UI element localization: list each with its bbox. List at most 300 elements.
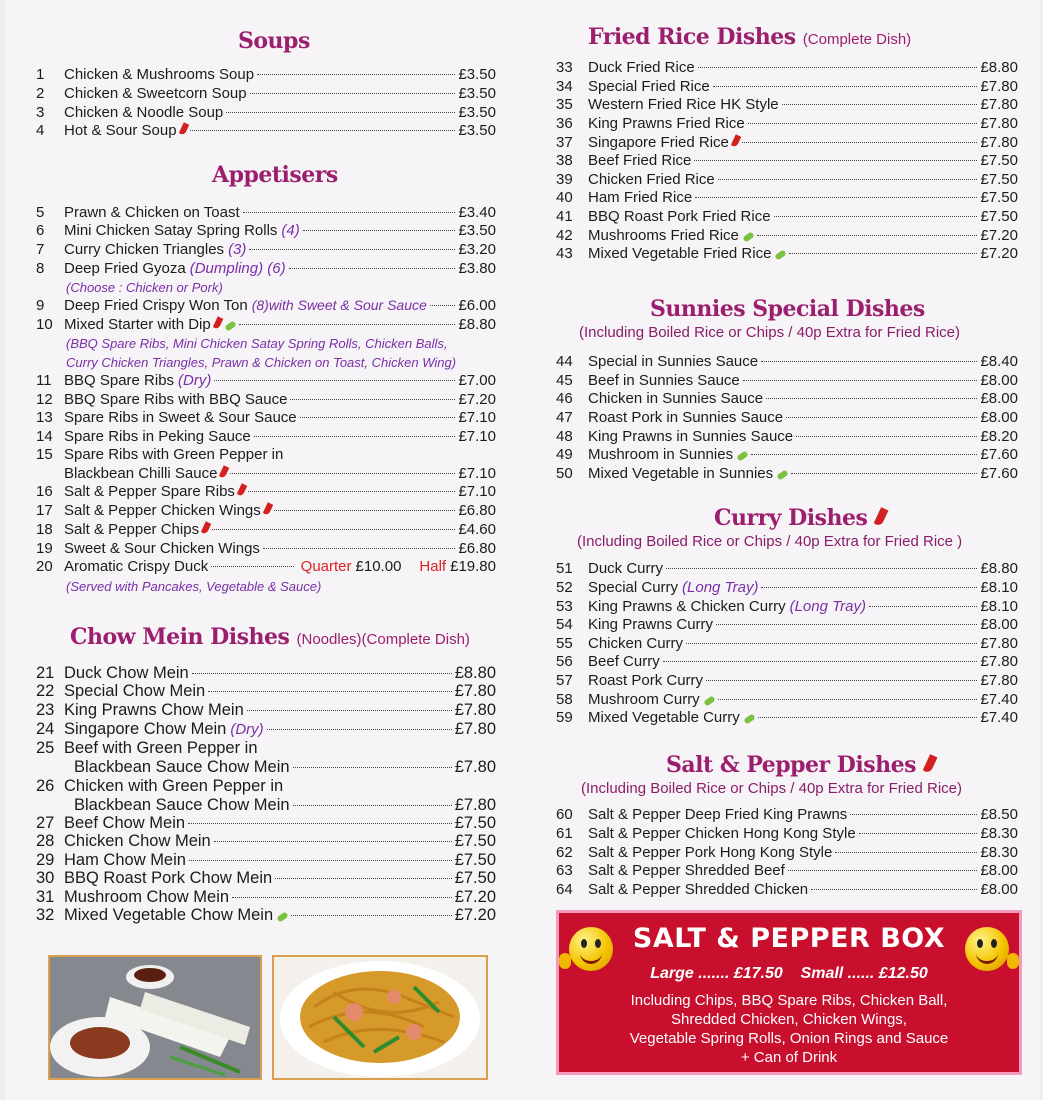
menu-item bbox=[556, 409, 1018, 427]
item-name: Spare Ribs with Green Pepper in bbox=[64, 446, 284, 463]
item-number: 22 bbox=[36, 682, 55, 700]
item-price: £7.50 bbox=[980, 171, 1018, 188]
item-price: £8.00 bbox=[980, 372, 1018, 389]
dot-leader bbox=[706, 680, 977, 681]
item-price: £8.50 bbox=[980, 806, 1018, 823]
menu-item bbox=[556, 560, 1018, 578]
item-extra: (Dumpling) (6) bbox=[189, 260, 286, 277]
item-number: 47 bbox=[556, 409, 573, 426]
dot-leader bbox=[774, 216, 978, 217]
item-number: 41 bbox=[556, 208, 573, 225]
dot-leader bbox=[694, 160, 977, 161]
vegetarian-icon bbox=[742, 231, 754, 242]
item-name: Mushroom Chow Mein bbox=[64, 888, 230, 906]
menu-item bbox=[36, 758, 496, 776]
item-number: 57 bbox=[556, 672, 573, 689]
dot-leader bbox=[782, 104, 978, 105]
item-name: Duck Curry bbox=[588, 560, 664, 577]
menu-item bbox=[36, 682, 496, 700]
item-price: £7.10 bbox=[458, 409, 496, 426]
item-name: Beef Fried Rice bbox=[588, 152, 692, 169]
item-name: King Prawns Chow Mein bbox=[64, 701, 244, 719]
dot-leader bbox=[263, 548, 456, 549]
item-name: Chicken Chow Mein bbox=[64, 832, 211, 850]
menu-item bbox=[36, 558, 496, 576]
item-number: 50 bbox=[556, 465, 573, 482]
item-number: 37 bbox=[556, 134, 573, 151]
dot-leader bbox=[698, 67, 978, 68]
item-name: Beef Curry bbox=[588, 653, 660, 670]
item-price: £3.50 bbox=[458, 222, 496, 239]
item-number: 1 bbox=[36, 66, 45, 83]
dot-leader bbox=[788, 870, 978, 871]
item-price: £7.50 bbox=[980, 152, 1018, 169]
dot-leader bbox=[430, 305, 456, 306]
item-name: Beef in Sunnies Sauce bbox=[588, 372, 740, 389]
item-price: £8.30 bbox=[980, 844, 1018, 861]
item-name: Mushroom Curry bbox=[588, 691, 700, 708]
item-number: 14 bbox=[36, 428, 53, 445]
item-name: Duck Chow Mein bbox=[64, 664, 189, 682]
menu-item bbox=[556, 844, 1018, 862]
menu-item bbox=[36, 316, 496, 334]
mixed-starter-note-1: (BBQ Spare Ribs, Mini Chicken Satay Spring Rolls, Chicken Balls, bbox=[66, 336, 448, 351]
item-name: Salt & Pepper Deep Fried King Prawns bbox=[588, 806, 848, 823]
item-name: Spare Ribs in Peking Sauce bbox=[64, 428, 251, 445]
item-name: Mushrooms Fried Rice bbox=[588, 227, 739, 244]
item-number: 4 bbox=[36, 122, 45, 139]
dot-leader bbox=[716, 624, 977, 625]
item-name: Aromatic Crispy Duck bbox=[64, 558, 209, 575]
menu-item bbox=[556, 806, 1018, 824]
menu-item bbox=[556, 134, 1018, 152]
item-price: £7.40 bbox=[980, 691, 1018, 708]
item-number: 49 bbox=[556, 446, 573, 463]
dot-leader bbox=[188, 823, 452, 824]
item-name-continued: Blackbean Sauce Chow Mein bbox=[74, 757, 290, 776]
item-price: £8.20 bbox=[980, 428, 1018, 445]
item-number: 56 bbox=[556, 653, 573, 670]
dot-leader bbox=[695, 197, 977, 198]
item-price: £7.20 bbox=[458, 391, 496, 408]
item-price: £7.80 bbox=[454, 720, 496, 738]
item-number: 18 bbox=[36, 521, 53, 538]
dot-leader bbox=[663, 661, 978, 662]
item-name-continued: Blackbean Sauce Chow Mein bbox=[74, 795, 290, 814]
item-name: Chicken Fried Rice bbox=[588, 171, 715, 188]
item-number: 31 bbox=[36, 888, 55, 906]
item-name: Chicken in Sunnies Sauce bbox=[588, 390, 764, 407]
item-name: Duck Fried Rice bbox=[588, 59, 695, 76]
item-name: Special Curry bbox=[588, 579, 679, 596]
item-number: 53 bbox=[556, 598, 573, 615]
menu-item bbox=[36, 465, 496, 483]
item-name: Salt & Pepper Chicken Hong Kong Style bbox=[588, 825, 856, 842]
item-price: £8.30 bbox=[980, 825, 1018, 842]
item-number: 48 bbox=[556, 428, 573, 445]
dot-leader bbox=[758, 717, 978, 718]
item-price: £7.80 bbox=[980, 134, 1018, 151]
dot-leader bbox=[208, 691, 451, 692]
item-price: £3.50 bbox=[458, 66, 496, 83]
chili-icon bbox=[237, 483, 248, 496]
item-price: £7.20 bbox=[980, 245, 1018, 262]
menu-item bbox=[36, 720, 496, 738]
item-price: £7.20 bbox=[454, 906, 496, 924]
item-number: 13 bbox=[36, 409, 53, 426]
dot-leader bbox=[243, 212, 456, 213]
chili-icon bbox=[212, 316, 223, 329]
item-name: Roast Pork Curry bbox=[588, 672, 704, 689]
menu-item bbox=[36, 906, 496, 924]
chili-icon bbox=[263, 502, 274, 515]
menu-item bbox=[36, 664, 496, 682]
item-name: Mixed Vegetable in Sunnies bbox=[588, 465, 774, 482]
chowmein-heading: Chow Mein Dishes (Noodles)(Complete Dish) bbox=[70, 624, 470, 650]
menu-item bbox=[36, 104, 496, 122]
menu-item bbox=[556, 616, 1018, 634]
menu-item-line bbox=[36, 446, 496, 464]
item-price: £3.80 bbox=[458, 260, 496, 277]
vegetarian-icon bbox=[776, 469, 788, 480]
menu-item bbox=[36, 832, 496, 850]
dot-leader bbox=[275, 878, 452, 879]
item-name: BBQ Spare Ribs with BBQ Sauce bbox=[64, 391, 288, 408]
menu-item bbox=[556, 465, 1018, 483]
item-price: £7.80 bbox=[980, 78, 1018, 95]
item-extra: (Dry) bbox=[230, 721, 264, 738]
item-extra: (8)with Sweet & Sour Sauce bbox=[251, 297, 427, 313]
item-name: Spare Ribs in Sweet & Sour Sauce bbox=[64, 409, 297, 426]
item-price: £8.80 bbox=[980, 59, 1018, 76]
item-number: 55 bbox=[556, 635, 573, 652]
menu-item bbox=[36, 428, 496, 446]
item-price: £7.80 bbox=[980, 672, 1018, 689]
item-number: 15 bbox=[36, 446, 53, 463]
item-number: 42 bbox=[556, 227, 573, 244]
item-name: Beef Chow Mein bbox=[64, 814, 186, 832]
chili-icon bbox=[219, 465, 230, 478]
dot-leader bbox=[249, 249, 455, 250]
menu-item bbox=[36, 796, 496, 814]
item-number: 16 bbox=[36, 483, 53, 500]
half-price: £19.80 bbox=[450, 558, 496, 575]
dot-leader bbox=[751, 454, 977, 455]
item-price: £7.50 bbox=[454, 869, 496, 887]
item-price: £7.50 bbox=[454, 851, 496, 869]
dot-leader bbox=[761, 361, 977, 362]
item-name: Chicken & Sweetcorn Soup bbox=[64, 85, 247, 102]
item-number: 61 bbox=[556, 825, 573, 842]
item-number: 64 bbox=[556, 881, 573, 898]
item-price: £8.80 bbox=[454, 664, 496, 682]
item-price: £7.60 bbox=[980, 446, 1018, 463]
item-name: Beef with Green Pepper in bbox=[64, 739, 258, 757]
item-number: 63 bbox=[556, 862, 573, 879]
item-name: Curry Chicken Triangles bbox=[64, 241, 225, 258]
dot-leader bbox=[254, 436, 456, 437]
item-price: £8.10 bbox=[980, 598, 1018, 615]
item-extra: (3) bbox=[228, 241, 247, 258]
soups-heading: Soups bbox=[238, 28, 310, 54]
item-name: Mini Chicken Satay Spring Rolls bbox=[64, 222, 278, 239]
dot-leader bbox=[250, 93, 456, 94]
item-number: 62 bbox=[556, 844, 573, 861]
item-price: £4.60 bbox=[458, 521, 496, 538]
friedrice-heading: Fried Rice Dishes (Complete Dish) bbox=[588, 24, 912, 50]
item-number: 43 bbox=[556, 245, 573, 262]
dot-leader bbox=[291, 915, 452, 916]
food-photo-chow-mein bbox=[272, 955, 488, 1080]
item-price: £7.20 bbox=[454, 888, 496, 906]
item-name: Prawn & Chicken on Toast bbox=[64, 204, 240, 221]
dot-leader bbox=[230, 473, 455, 474]
item-name: BBQ Roast Pork Fried Rice bbox=[588, 208, 771, 225]
item-name: Salt & Pepper Shredded Chicken bbox=[588, 881, 809, 898]
appetisers-heading: Appetisers bbox=[212, 162, 338, 188]
item-price: £8.00 bbox=[980, 409, 1018, 426]
item-name: Hot & Sour Soup bbox=[64, 122, 177, 139]
item-number: 3 bbox=[36, 104, 45, 121]
menu-item bbox=[556, 245, 1018, 263]
dot-leader bbox=[239, 324, 456, 325]
vegetarian-icon bbox=[224, 320, 236, 331]
item-name: Mixed Vegetable Chow Mein bbox=[64, 906, 274, 924]
menu-item bbox=[556, 579, 1018, 597]
dot-leader bbox=[214, 380, 455, 381]
item-name: Salt & Pepper Pork Hong Kong Style bbox=[588, 844, 833, 861]
item-price: £7.00 bbox=[458, 372, 496, 389]
item-name: Mushroom in Sunnies bbox=[588, 446, 734, 463]
item-price: £7.80 bbox=[454, 701, 496, 719]
item-price: £7.60 bbox=[980, 465, 1018, 482]
chili-icon bbox=[731, 134, 742, 147]
item-number: 34 bbox=[556, 78, 573, 95]
item-name: Special in Sunnies Sauce bbox=[588, 353, 759, 370]
item-price: £7.80 bbox=[454, 682, 496, 700]
item-name: Salt & Pepper Shredded Beef bbox=[588, 862, 785, 879]
item-name: Chicken with Green Pepper in bbox=[64, 777, 284, 795]
menu-item bbox=[556, 390, 1018, 408]
item-number: 59 bbox=[556, 709, 573, 726]
item-price: £7.50 bbox=[454, 832, 496, 850]
item-number: 33 bbox=[556, 59, 573, 76]
menu-item bbox=[36, 241, 496, 259]
item-price: £7.40 bbox=[980, 709, 1018, 726]
menu-item bbox=[556, 115, 1018, 133]
dot-leader bbox=[300, 417, 456, 418]
saltpepper-heading: Salt & Pepper Dishes bbox=[666, 752, 934, 778]
item-price: £8.00 bbox=[980, 862, 1018, 879]
menu-item bbox=[36, 869, 496, 887]
menu-item bbox=[556, 96, 1018, 114]
item-name-continued: Blackbean Chilli Sauce bbox=[64, 464, 218, 482]
dot-leader bbox=[274, 510, 456, 511]
item-price: £6.80 bbox=[458, 540, 496, 557]
menu-item bbox=[556, 446, 1018, 464]
item-name: BBQ Roast Pork Chow Mein bbox=[64, 869, 273, 887]
dot-leader bbox=[247, 710, 452, 711]
item-number: 44 bbox=[556, 353, 573, 370]
item-name: Salt & Pepper Chicken Wings bbox=[64, 502, 261, 519]
item-price: £3.50 bbox=[458, 122, 496, 139]
menu-item bbox=[556, 208, 1018, 226]
vegetarian-icon bbox=[743, 713, 755, 724]
dot-leader bbox=[791, 473, 977, 474]
item-price: £8.80 bbox=[458, 316, 496, 333]
menu-item bbox=[36, 372, 496, 390]
item-name: Special Fried Rice bbox=[588, 78, 710, 95]
vegetarian-icon bbox=[775, 249, 787, 260]
item-extra: (Long Tray) bbox=[789, 598, 866, 615]
menu-item bbox=[36, 222, 496, 240]
menu-item bbox=[36, 502, 496, 520]
item-price: £8.00 bbox=[980, 616, 1018, 633]
item-name: Chicken Curry bbox=[588, 635, 684, 652]
item-price: £7.80 bbox=[454, 795, 496, 814]
item-name: Mixed Vegetable Fried Rice bbox=[588, 245, 772, 262]
menu-item bbox=[36, 391, 496, 409]
item-name: King Prawns Fried Rice bbox=[588, 115, 745, 132]
item-number: 46 bbox=[556, 390, 573, 407]
item-price: £3.20 bbox=[458, 241, 496, 258]
item-number: 35 bbox=[556, 96, 573, 113]
item-number: 23 bbox=[36, 701, 55, 719]
menu-item bbox=[556, 152, 1018, 170]
menu-item bbox=[36, 483, 496, 501]
item-name: Deep Fried Crispy Won Ton bbox=[64, 297, 248, 314]
dot-leader bbox=[713, 86, 978, 87]
gyoza-note: (Choose : Chicken or Pork) bbox=[66, 280, 223, 295]
dot-leader bbox=[232, 897, 452, 898]
dot-leader bbox=[257, 74, 455, 75]
dot-leader bbox=[869, 606, 977, 607]
menu-item bbox=[556, 881, 1018, 899]
menu-item bbox=[556, 635, 1018, 653]
food-photo-duck-pancakes bbox=[48, 955, 262, 1080]
item-name: Deep Fried Gyoza bbox=[64, 260, 186, 277]
menu-item bbox=[556, 353, 1018, 371]
item-price: £8.10 bbox=[980, 579, 1018, 596]
duck-pancakes-image bbox=[50, 957, 260, 1078]
quarter-label: Quarter bbox=[300, 558, 352, 575]
box-title: SALT & PEPPER BOX bbox=[632, 923, 946, 954]
item-number: 28 bbox=[36, 832, 55, 850]
item-number: 27 bbox=[36, 814, 55, 832]
item-number: 24 bbox=[36, 720, 55, 738]
curry-heading: Curry Dishes bbox=[714, 505, 885, 531]
item-name: King Prawns Curry bbox=[588, 616, 714, 633]
item-price: £8.40 bbox=[980, 353, 1018, 370]
dot-leader bbox=[761, 587, 977, 588]
item-name: Western Fried Rice HK Style bbox=[588, 96, 779, 113]
box-description: Including Chips, BBQ Spare Ribs, Chicken Ball, Shredded Chicken, Chicken Wings, Vegetable Spring Rolls, Onion Rings and Sauce + Can of Drink bbox=[629, 992, 949, 1066]
menu-item bbox=[36, 85, 496, 103]
item-price: £7.80 bbox=[980, 635, 1018, 652]
dot-leader bbox=[850, 814, 977, 815]
item-price: £8.80 bbox=[980, 560, 1018, 577]
dot-leader bbox=[226, 112, 455, 113]
menu-item bbox=[36, 66, 496, 84]
item-number: 51 bbox=[556, 560, 573, 577]
menu-item bbox=[556, 227, 1018, 245]
item-price: £7.80 bbox=[980, 653, 1018, 670]
dot-leader bbox=[289, 268, 456, 269]
item-number: 5 bbox=[36, 204, 45, 221]
menu-item bbox=[36, 204, 496, 222]
item-name: Mixed Starter with Dip bbox=[64, 316, 211, 333]
item-name: Chicken & Noodle Soup bbox=[64, 104, 224, 121]
saltpepper-subtitle: (Including Boiled Rice or Chips / 40p Extra for Fried Rice) bbox=[581, 780, 962, 797]
item-number: 32 bbox=[36, 906, 55, 924]
item-extra: (Long Tray) bbox=[682, 579, 759, 596]
menu-item bbox=[556, 862, 1018, 880]
dot-leader bbox=[796, 436, 977, 437]
item-number: 60 bbox=[556, 806, 573, 823]
item-number: 45 bbox=[556, 372, 573, 389]
item-price: £7.10 bbox=[458, 464, 496, 482]
item-price: £3.50 bbox=[458, 104, 496, 121]
item-price: £7.10 bbox=[458, 483, 496, 500]
dot-leader bbox=[786, 417, 977, 418]
chili-icon bbox=[201, 521, 212, 534]
item-name: Salt & Pepper Chips bbox=[64, 521, 200, 538]
item-name: King Prawns in Sunnies Sauce bbox=[588, 428, 794, 445]
menu-item-line bbox=[36, 777, 496, 795]
vegetarian-icon bbox=[703, 695, 715, 706]
dot-leader bbox=[293, 805, 452, 806]
item-extra: (4) bbox=[281, 222, 300, 239]
item-number: 6 bbox=[36, 222, 45, 239]
dot-leader bbox=[189, 860, 452, 861]
item-price: £7.80 bbox=[980, 115, 1018, 132]
item-extra: (Dry) bbox=[178, 372, 212, 389]
item-name: Singapore Chow Mein bbox=[64, 720, 227, 738]
item-name: Sweet & Sour Chicken Wings bbox=[64, 540, 260, 557]
dot-leader bbox=[766, 398, 977, 399]
item-price: £7.50 bbox=[454, 814, 496, 832]
item-number: 17 bbox=[36, 502, 53, 519]
curry-subtitle: (Including Boiled Rice or Chips / 40p Extra for Fried Rice ) bbox=[577, 533, 963, 550]
item-number: 54 bbox=[556, 616, 573, 633]
item-number: 8 bbox=[36, 260, 45, 277]
item-number: 39 bbox=[556, 171, 573, 188]
item-price: £6.00 bbox=[458, 297, 496, 314]
sunnies-subtitle: (Including Boiled Rice or Chips / 40p Extra for Fried Rice) bbox=[579, 324, 960, 341]
dot-leader bbox=[293, 767, 452, 768]
quarter-price: £10.00 bbox=[355, 558, 402, 575]
menu-item bbox=[36, 540, 496, 558]
dot-leader bbox=[757, 235, 978, 236]
item-name: King Prawns & Chicken Curry bbox=[588, 598, 786, 615]
item-number: 26 bbox=[36, 777, 55, 795]
dot-leader bbox=[859, 833, 978, 834]
dot-leader bbox=[718, 699, 978, 700]
half-label: Half bbox=[419, 558, 447, 575]
dot-leader bbox=[789, 253, 977, 254]
duck-note: (Served with Pancakes, Vegetable & Sauce) bbox=[66, 579, 322, 594]
dot-leader bbox=[811, 889, 977, 890]
mixed-starter-note-2: Curry Chicken Triangles, Prawn & Chicken on Toast, Chicken Wing) bbox=[66, 355, 457, 370]
dot-leader bbox=[214, 841, 452, 842]
menu-item bbox=[36, 851, 496, 869]
menu-item bbox=[556, 825, 1018, 843]
dot-leader bbox=[290, 399, 455, 400]
item-number: 38 bbox=[556, 152, 573, 169]
vegetarian-icon bbox=[276, 911, 288, 922]
item-number: 2 bbox=[36, 85, 45, 102]
dot-leader bbox=[686, 643, 977, 644]
